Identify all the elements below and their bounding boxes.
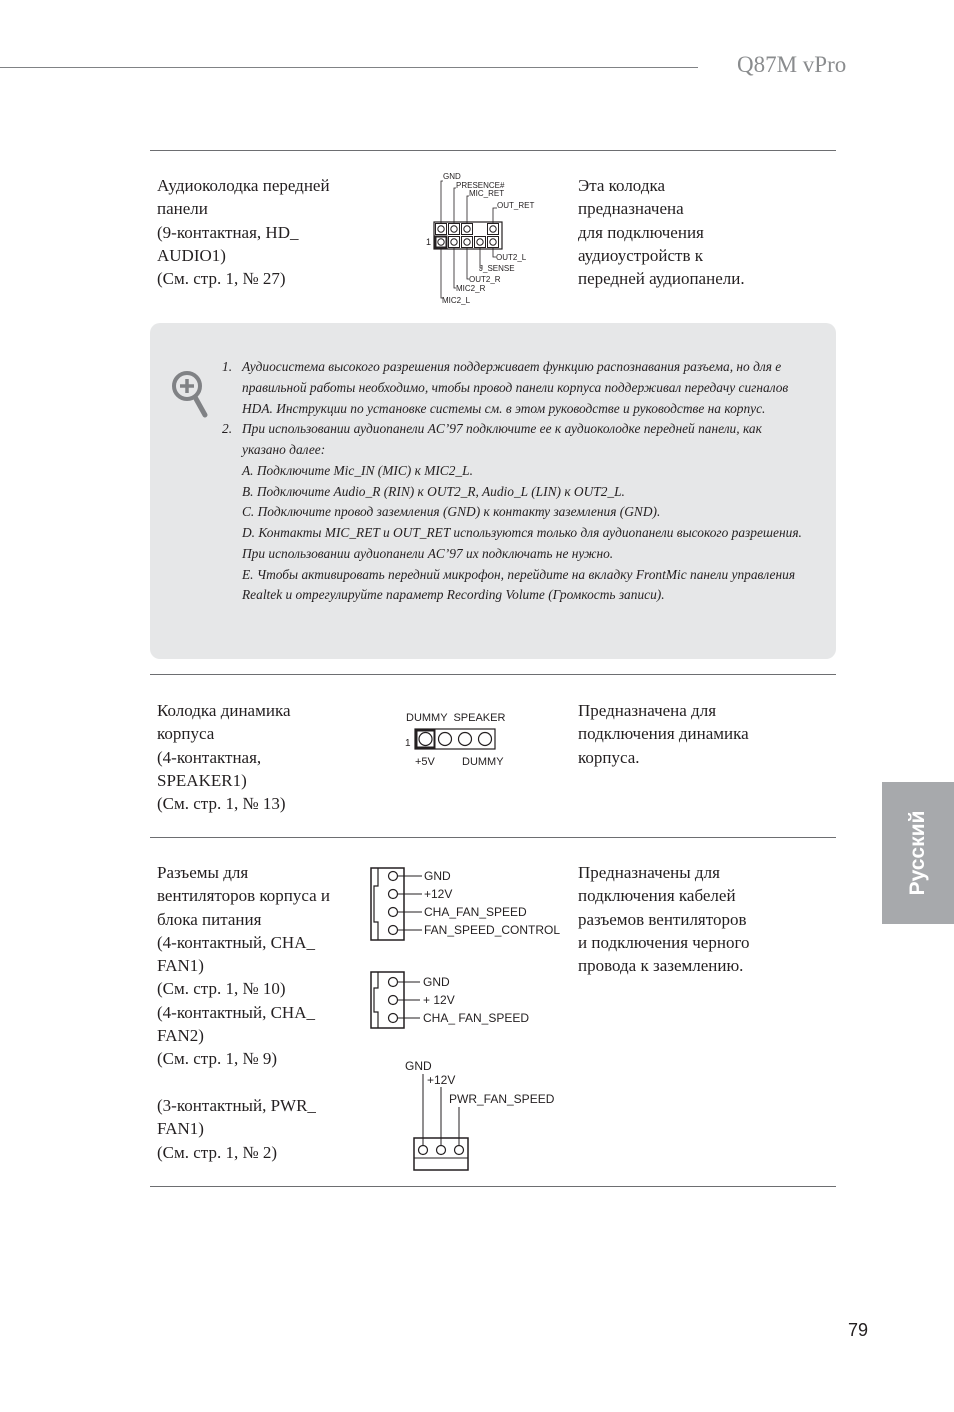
note-item [222, 357, 802, 419]
text-line: Аудиоколодка передней [157, 176, 330, 195]
text-line: Разъемы для [157, 863, 249, 882]
note-subitem: E. Чтобы активировать передний микрофон, перейдите на вкладку FrontMic панели управления Realtek и отрегулируйте параметр Recording Volume (Громкость записи). [242, 566, 796, 603]
audio-title [157, 174, 377, 290]
text-line: AUDIO1) [157, 245, 226, 265]
text-line: (См. стр. 1, № 9) [157, 1049, 278, 1069]
language-tab [882, 782, 954, 924]
cha-fan1-pin-diagram [368, 866, 568, 942]
text-line [157, 1071, 377, 1094]
text-line: Предназначены для [578, 863, 720, 882]
note-subitem: C. Подключите провод заземления (GND) к контакту заземления (GND). [242, 504, 661, 520]
text-line: (4-контактный, CHA_ [157, 932, 315, 952]
audio-description [578, 174, 818, 290]
text-line: (См. стр. 1, № 10) [157, 979, 286, 999]
text-line: подключения кабелей [578, 886, 736, 906]
text-line: (См. стр. 1, № 27) [157, 269, 286, 289]
cha-fan2-pin-diagram [368, 970, 568, 1030]
audio-pin-label: MIC2_R [456, 284, 486, 293]
text-line: Эта колодка [578, 176, 666, 195]
text-line: блока питания [157, 909, 262, 929]
fans-title [157, 861, 377, 1164]
text-line: разъемов вентиляторов [578, 909, 747, 929]
text-line: FAN1) [157, 1119, 204, 1139]
note-text [222, 357, 802, 606]
fan-pin-label: + 12V [423, 993, 455, 1007]
text-line: (4-контактная, [157, 747, 262, 767]
speaker-plus5v-label: +5V [415, 756, 435, 768]
speaker-dummy-label: DUMMY [462, 756, 504, 768]
speaker-description [578, 699, 818, 769]
note-subitem: B. Подключите Audio_R (RIN) к OUT2_R, Audio_L (LIN) к OUT2_L. [242, 483, 625, 499]
fan-pin-label: GND [423, 975, 450, 989]
language-tab-label: Русский [906, 810, 929, 896]
text-line: предназначена [578, 199, 684, 219]
divider-bottom [150, 1186, 836, 1187]
fan-pin-label: CHA_FAN_SPEED [424, 905, 527, 919]
audio-pin-label: OUT2_L [496, 253, 527, 262]
hd-audio-pin-diagram [420, 168, 550, 310]
fans-description [578, 861, 818, 977]
pwr-fan1-pin-diagram [400, 1056, 580, 1174]
text-line: Колодка динамика [157, 701, 291, 720]
text-line: (4-контактный, CHA_ [157, 1002, 315, 1022]
text-line: FAN1) [157, 956, 204, 976]
text-line: и подключения черного [578, 932, 750, 952]
magnifier-plus-icon [170, 370, 210, 418]
audio-pin-label: GND [443, 172, 461, 181]
header-rule [0, 67, 698, 68]
text-line: аудиоустройств к [578, 245, 704, 265]
fan-pin-label: GND [405, 1059, 432, 1073]
page-number: 79 [848, 1320, 869, 1340]
fan-pin-label: +12V [427, 1073, 456, 1087]
text-line: (См. стр. 1, № 13) [157, 794, 286, 814]
note-item-number: 1. [222, 359, 233, 374]
note-item-number: 2. [222, 421, 233, 437]
audio-pin-label: PRESENCE# [456, 181, 505, 190]
fan-pin-label: GND [424, 869, 451, 883]
text-line: для подключения [578, 222, 704, 242]
divider-top [150, 150, 836, 151]
pin-one-label: 1 [405, 738, 411, 749]
audio-pin-label: J_SENSE [479, 264, 515, 273]
fan-pin-label: PWR_FAN_SPEED [449, 1092, 555, 1106]
divider-speaker [150, 674, 836, 675]
text-line: корпуса [157, 724, 215, 744]
audio-pin-label: OUT2_R [469, 275, 501, 284]
note-item-text: Аудиосистема высокого разрешения поддерживает функцию распознавания разъема, но для е правильной работы необходимо, чтобы провод панели корпуса поддерживал передачу сигналов HDA. Инструкции по установке системы см. в этом руководстве и руководстве на корпус. [242, 359, 789, 416]
audio-pin-label: MIC_RET [469, 189, 505, 198]
audio-pin-label: OUT_RET [497, 201, 535, 210]
text-line: передней аудиопанели. [578, 269, 745, 289]
fan-pin-label: CHA_ FAN_SPEED [423, 1011, 530, 1025]
text-line: SPEAKER1) [157, 770, 247, 790]
text-line: Предназначена для [578, 701, 717, 720]
text-line: (См. стр. 1, № 2) [157, 1142, 278, 1162]
note-item-text: При использовании аудиопанели AC’97 подключите ее к аудиоколодке передней панели, как указано далее: [242, 421, 762, 457]
text-line: подключения динамика [578, 724, 749, 744]
speaker-title [157, 699, 377, 815]
audio-pin-label: MIC2_L [442, 296, 471, 305]
pin-one-label: 1 [426, 237, 432, 247]
speaker-pin-diagram [400, 706, 530, 772]
model-name: Q87M vPro [737, 52, 847, 77]
divider-fans [150, 837, 836, 838]
text-line: (9-контактная, HD_ [157, 222, 299, 242]
note-subitem: A. Подключите Mic_IN (MIC) к MIC2_L. [242, 462, 473, 478]
text-line: панели [157, 199, 208, 219]
text-line: провода к заземлению. [578, 956, 744, 976]
text-line: (3-контактный, PWR_ [157, 1095, 316, 1115]
text-line: корпуса. [578, 747, 640, 767]
speaker-top-labels: DUMMY SPEAKER [406, 712, 506, 724]
fan-pin-label: FAN_SPEED_CONTROL [424, 923, 561, 937]
note-item [222, 419, 802, 461]
text-line: вентиляторов корпуса и [157, 886, 331, 906]
note-subitem: D. Контакты MIC_RET и OUT_RET используются только для аудиопанели высокого разрешения. При использовании аудиопанели AC’97 их подключать не нужно. [242, 525, 802, 561]
text-line: FAN2) [157, 1026, 204, 1046]
fan-pin-label: +12V [424, 887, 453, 901]
